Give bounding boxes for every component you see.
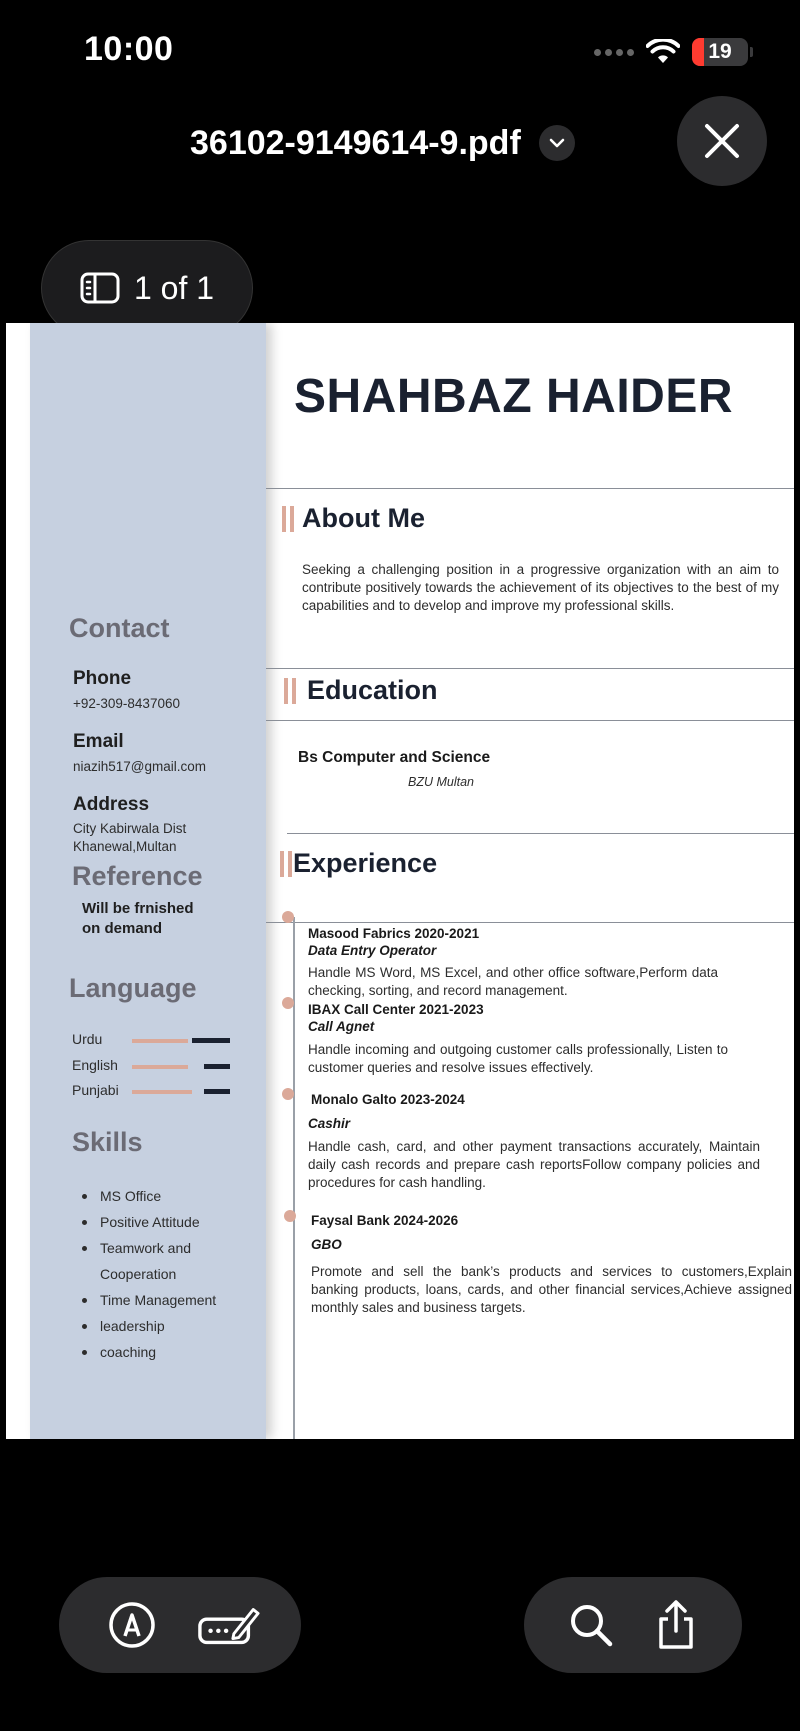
education-degree: Bs Computer and Science bbox=[298, 749, 491, 766]
divider bbox=[287, 833, 794, 834]
job-title: Faysal Bank 2024-2026 bbox=[311, 1213, 459, 1228]
battery-level: 19 bbox=[708, 40, 732, 63]
language-row bbox=[72, 1057, 247, 1077]
close-button[interactable] bbox=[677, 96, 767, 186]
reference-heading: Reference bbox=[72, 861, 203, 891]
divider bbox=[266, 668, 794, 669]
wifi-icon bbox=[646, 39, 680, 65]
search-button[interactable] bbox=[559, 1593, 623, 1657]
skill-item: MS Office bbox=[74, 1183, 216, 1209]
divider bbox=[266, 720, 794, 721]
skills-heading: Skills bbox=[72, 1127, 143, 1157]
phone-value: +92-309-8437060 bbox=[73, 696, 180, 711]
job-title: IBAX Call Center 2021-2023 bbox=[308, 1002, 484, 1017]
document-title-menu[interactable] bbox=[190, 120, 575, 166]
language-level-bar bbox=[132, 1090, 192, 1094]
email-value: niazih517@gmail.com bbox=[73, 759, 207, 774]
page-indicator-label: 1 of 1 bbox=[133, 269, 215, 306]
job-description: Handle cash, card, and other payment transactions accurately, Maintain daily cash records and prepare cash reportsFollow company policies and procedures for cash handling. bbox=[308, 1139, 760, 1190]
job-description: Promote and sell the bank’s products and services to customers,Explain banking products, loans, cards, and other financial services,Achieve assigned monthly sales and business targets. bbox=[311, 1264, 792, 1315]
job-description: Handle incoming and outgoing customer calls professionally, Listen to customer queries and resolve issues effectively. bbox=[308, 1042, 728, 1075]
status-indicators bbox=[594, 36, 748, 68]
timeline-dot bbox=[282, 997, 294, 1009]
skill-item: Time Management bbox=[74, 1287, 216, 1313]
job-role: Cashir bbox=[308, 1116, 351, 1131]
job-description: Handle MS Word, MS Excel, and other office software,Perform data checking, sorting, and record management. bbox=[308, 965, 718, 998]
status-time: 10:00 bbox=[84, 30, 174, 68]
sidebar-icon bbox=[80, 272, 120, 304]
skill-item-continued: Cooperation bbox=[100, 1266, 177, 1282]
email-label: Email bbox=[73, 731, 124, 752]
section-marker bbox=[282, 506, 294, 532]
reference-line2: on demand bbox=[82, 920, 163, 937]
job-role: GBO bbox=[311, 1237, 342, 1252]
phone-label: Phone bbox=[73, 668, 132, 689]
skills-list bbox=[74, 1183, 216, 1365]
language-name: Punjabi bbox=[72, 1082, 119, 1098]
signature-icon bbox=[197, 1601, 261, 1649]
signature-button[interactable] bbox=[197, 1593, 261, 1657]
markup-button[interactable] bbox=[100, 1593, 164, 1657]
address-line2: Khanewal,Multan bbox=[73, 839, 177, 854]
timeline-dot bbox=[282, 1088, 294, 1100]
battery-indicator bbox=[692, 38, 748, 66]
language-heading: Language bbox=[69, 973, 197, 1003]
document-actions-toolbar bbox=[524, 1577, 742, 1673]
cellular-signal-icon bbox=[594, 49, 634, 56]
address-label: Address bbox=[73, 794, 150, 815]
language-row bbox=[72, 1031, 247, 1051]
language-level-bar-dark bbox=[204, 1089, 230, 1094]
divider bbox=[266, 922, 794, 923]
job-role: Call Agnet bbox=[308, 1019, 375, 1034]
timeline-dot bbox=[284, 1210, 296, 1222]
education-heading: Education bbox=[307, 675, 438, 705]
section-marker bbox=[284, 678, 296, 704]
resume-name: SHAHBAZ HAIDER bbox=[294, 370, 733, 423]
chevron-down-icon[interactable] bbox=[539, 125, 575, 161]
job-role: Data Entry Operator bbox=[308, 943, 437, 958]
document-filename: 36102-9149614-9.pdf bbox=[190, 123, 521, 162]
search-icon bbox=[567, 1601, 615, 1649]
language-row bbox=[72, 1082, 247, 1102]
job-title: Masood Fabrics 2020-2021 bbox=[308, 926, 480, 941]
job-title: Monalo Galto 2023-2024 bbox=[311, 1092, 465, 1107]
close-icon bbox=[702, 121, 742, 161]
address-line1: City Kabirwala Dist bbox=[73, 821, 187, 836]
skill-item: leadership bbox=[74, 1313, 216, 1339]
skill-item: Teamwork and bbox=[74, 1235, 216, 1261]
skill-item: coaching bbox=[74, 1339, 216, 1365]
divider bbox=[266, 488, 794, 489]
experience-timeline bbox=[293, 917, 295, 1439]
language-level-bar-dark bbox=[204, 1064, 230, 1069]
timeline-dot bbox=[282, 911, 294, 923]
markup-icon bbox=[108, 1601, 156, 1649]
language-level-bar bbox=[132, 1039, 188, 1043]
language-name: Urdu bbox=[72, 1031, 103, 1047]
about-heading: About Me bbox=[302, 503, 425, 533]
share-icon bbox=[654, 1599, 698, 1651]
experience-heading: Experience bbox=[293, 848, 438, 878]
section-marker bbox=[280, 851, 292, 877]
language-level-bar-dark bbox=[192, 1038, 230, 1043]
skill-item: Positive Attitude bbox=[74, 1209, 216, 1235]
pdf-page[interactable] bbox=[6, 323, 794, 1439]
language-name: English bbox=[72, 1057, 118, 1073]
contact-heading: Contact bbox=[69, 613, 170, 643]
share-button[interactable] bbox=[644, 1593, 708, 1657]
markup-toolbar bbox=[59, 1577, 301, 1673]
reference-line1: Will be frnished bbox=[82, 900, 194, 917]
page-indicator-button[interactable] bbox=[41, 240, 253, 336]
education-school: BZU Multan bbox=[408, 775, 474, 789]
language-level-bar bbox=[132, 1065, 188, 1069]
about-text: Seeking a challenging position in a progressive organization with an aim to contribute positively towards the achievement of its objectives to the best of my capabilities and to develop and improve my professional skills. bbox=[302, 562, 779, 613]
